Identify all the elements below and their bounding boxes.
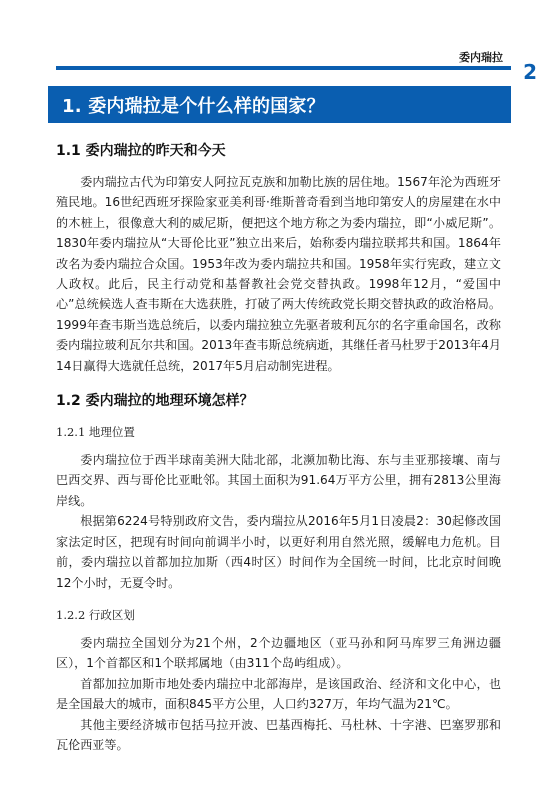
chapter-title: 1. 委内瑞拉是个什么样的国家？ — [62, 96, 325, 117]
paragraph-divisions: 委内瑞拉全国划分为21个州，2个边疆地区（亚马孙和阿马库罗三角洲边疆区），1个首都区和1个联邦属地（由311个岛屿组成）。 — [56, 635, 501, 671]
paragraph-timezone: 根据第6224号特别政府文告，委内瑞拉从2016年5月1日凌晨2：30起修改国家法定时区，把现有时间向前调半小时，以更好利用自然光照，缓解电力危机。目前，委内瑞拉以首都加拉加斯（西4时区）时间作为全国统一时间，比北京时间晚12个小时，无夏令时。 — [56, 514, 501, 590]
header-rule — [56, 66, 511, 70]
paragraph-cities: 其他主要经济城市包括马拉开波、巴基西梅托、马杜林、十字港、巴塞罗那和瓦伦西亚等。 — [56, 717, 501, 752]
paragraph-location: 委内瑞拉位于西半球南美洲大陆北部，北濒加勒比海、东与圭亚那接壤、南与巴西交界、西与哥伦比亚毗邻。其国土面积为91.64万平方公里，拥有2813公里海岸线。 — [56, 453, 501, 508]
paragraph-capital: 首都加拉加斯市地处委内瑞拉中北部海岸，是该国政治、经济和文化中心，也是全国最大的城市，面积845平方公里，人口约327万，年均气温为21℃。 — [56, 676, 501, 712]
subsection-heading-1-2-2: 1.2.2 行政区划 — [56, 607, 135, 622]
chapter-banner — [48, 86, 511, 123]
paragraph-history: 委内瑞拉古代为印第安人阿拉瓦克族和加勒比族的居住地。1567年沦为西班牙殖民地。16世纪西班牙探险家亚美利哥·维斯普奇看到当地印第安人的房屋建在水中的木桩上，很像意大利的威尼斯，便把这个地方称之为委内瑞拉，即“小威尼斯”。1830年委内瑞拉从“大哥伦比亚”独立出来后，始称委内瑞拉联邦共和国。1864年改名为委内瑞拉合众国。1953年改为委内瑞拉共和国。1958年实行宪政，建立文人政权。此后，民主行动党和基督教社会党交替执政。1998年12月，“爱国中心”总统候选人查韦斯在大选获胜，打破了两大传统政党长期交替执政的政治格局。1999年查韦斯当选总统后，以委内瑞拉独立先驱者玻利瓦尔的名字重命国名，改称委内瑞拉玻利瓦尔共和国。2013年查韦斯总统病逝，其继任者马杜罗于2013年4月14日赢得大选就任总统，2017年5月启动制宪进程。 — [56, 175, 501, 373]
section-heading-1-2: 1.2 委内瑞拉的地理环境怎样？ — [56, 393, 254, 410]
page-content — [56, 130, 501, 755]
section-heading-1-1: 1.1 委内瑞拉的昨天和今天 — [56, 143, 226, 159]
page-number: 2 — [523, 60, 537, 84]
running-header — [0, 0, 559, 70]
running-title: 委内瑞拉 — [459, 51, 503, 64]
subsection-heading-1-2-1: 1.2.1 地理位置 — [56, 425, 135, 440]
